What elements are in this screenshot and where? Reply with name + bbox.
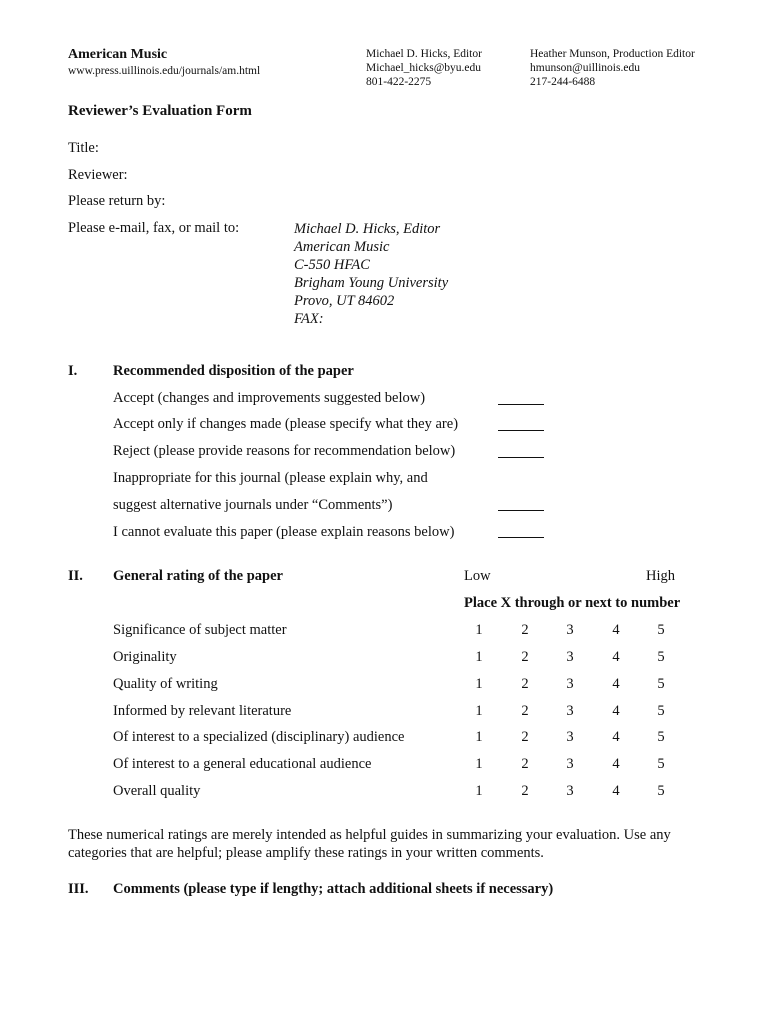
- disposition-option-inappropriate-cont: suggest alternative journals under “Comments”): [113, 497, 393, 513]
- rating-option-2[interactable]: 2: [521, 703, 529, 719]
- editor-name: Michael D. Hicks, Editor: [366, 48, 482, 60]
- rating-option-3[interactable]: 3: [566, 676, 574, 692]
- rating-criterion-label: Overall quality: [113, 783, 201, 799]
- rating-option-2[interactable]: 2: [521, 676, 529, 692]
- section-1-heading: Recommended disposition of the paper: [113, 363, 354, 379]
- return-by-field-label: Please return by:: [68, 193, 166, 209]
- editor-email[interactable]: Michael_hicks@byu.edu: [366, 62, 482, 74]
- rating-row: [113, 703, 673, 721]
- rating-criterion-label: Of interest to a specialized (disciplinary) audience: [113, 729, 405, 745]
- rating-option-2[interactable]: 2: [521, 649, 529, 665]
- address-line: Michael D. Hicks, Editor: [294, 221, 441, 237]
- title-field-label: Title:: [68, 140, 99, 156]
- disposition-option-cannot-evaluate: I cannot evaluate this paper (please explain reasons below): [113, 524, 455, 540]
- rating-option-2[interactable]: 2: [521, 783, 529, 799]
- production-editor-contact: [530, 47, 695, 89]
- rating-instruction: Place X through or next to number: [464, 595, 681, 611]
- rating-option-1[interactable]: 1: [475, 729, 483, 745]
- disposition-blank-reject[interactable]: [498, 457, 544, 458]
- rating-option-5[interactable]: 5: [657, 756, 665, 772]
- rating-option-1[interactable]: 1: [475, 783, 483, 799]
- rating-option-4[interactable]: 4: [612, 676, 620, 692]
- rating-criterion-label: Significance of subject matter: [113, 622, 287, 638]
- rating-row: [113, 756, 673, 774]
- journal-name: American Music: [68, 47, 168, 62]
- rating-criterion-label: Informed by relevant literature: [113, 703, 292, 719]
- production-editor-name: Heather Munson, Production Editor: [530, 48, 695, 60]
- section-1-numeral: I.: [68, 363, 78, 379]
- production-editor-phone: 217-244-6488: [530, 76, 596, 88]
- rating-option-2[interactable]: 2: [521, 622, 529, 638]
- section-2-numeral: II.: [68, 568, 83, 584]
- section-2-heading: General rating of the paper: [113, 568, 283, 584]
- disposition-option-accept: Accept (changes and improvements suggested below): [113, 390, 426, 406]
- scale-low-label: Low: [464, 568, 491, 584]
- rating-option-3[interactable]: 3: [566, 622, 574, 638]
- rating-row: [113, 729, 673, 747]
- rating-option-1[interactable]: 1: [475, 756, 483, 772]
- scale-high-label: High: [646, 568, 675, 584]
- mailing-address: [294, 220, 448, 328]
- disposition-blank-accept[interactable]: [498, 404, 544, 405]
- address-line: C-550 HFAC: [294, 257, 370, 273]
- rating-criterion-label: Originality: [113, 649, 177, 665]
- ratings-note: These numerical ratings are merely intended as helpful guides in summarizing your evaluation. Use any categories that are helpful; please amplify these ratings in your written comments.: [68, 827, 671, 861]
- rating-option-1[interactable]: 1: [475, 622, 483, 638]
- rating-option-5[interactable]: 5: [657, 649, 665, 665]
- rating-option-5[interactable]: 5: [657, 676, 665, 692]
- form-title: Reviewer’s Evaluation Form: [68, 103, 252, 119]
- rating-option-3[interactable]: 3: [566, 729, 574, 745]
- disposition-option-accept-if-changes: Accept only if changes made (please specify what they are): [113, 416, 459, 432]
- rating-criterion-label: Of interest to a general educational audience: [113, 756, 372, 772]
- rating-row: [113, 622, 673, 640]
- rating-option-4[interactable]: 4: [612, 622, 620, 638]
- address-line: American Music: [294, 239, 390, 255]
- rating-criterion-label: Quality of writing: [113, 676, 218, 692]
- section-3-heading: Comments (please type if lengthy; attach additional sheets if necessary): [113, 881, 554, 897]
- rating-option-4[interactable]: 4: [612, 649, 620, 665]
- rating-option-3[interactable]: 3: [566, 703, 574, 719]
- rating-row: [113, 649, 673, 667]
- rating-option-5[interactable]: 5: [657, 783, 665, 799]
- rating-option-4[interactable]: 4: [612, 783, 620, 799]
- reviewer-field-label: Reviewer:: [68, 167, 128, 183]
- rating-option-2[interactable]: 2: [521, 729, 529, 745]
- disposition-blank-cannot-evaluate[interactable]: [498, 537, 544, 538]
- production-editor-email[interactable]: hmunson@uillinois.edu: [530, 62, 640, 74]
- address-line: FAX:: [294, 311, 324, 327]
- rating-option-3[interactable]: 3: [566, 649, 574, 665]
- rating-option-5[interactable]: 5: [657, 703, 665, 719]
- address-line: Brigham Young University: [294, 275, 449, 291]
- address-line: Provo, UT 84602: [294, 293, 395, 309]
- editor-phone: 801-422-2275: [366, 76, 432, 88]
- rating-option-3[interactable]: 3: [566, 783, 574, 799]
- rating-option-4[interactable]: 4: [612, 703, 620, 719]
- rating-option-5[interactable]: 5: [657, 729, 665, 745]
- rating-option-2[interactable]: 2: [521, 756, 529, 772]
- rating-row: [113, 676, 673, 694]
- rating-option-5[interactable]: 5: [657, 622, 665, 638]
- editor-contact: [366, 47, 482, 89]
- disposition-blank-inappropriate[interactable]: [498, 510, 544, 511]
- rating-row: [113, 783, 673, 801]
- journal-url[interactable]: www.press.uillinois.edu/journals/am.html: [68, 65, 261, 77]
- section-3-numeral: III.: [68, 881, 89, 897]
- rating-option-1[interactable]: 1: [475, 676, 483, 692]
- rating-option-4[interactable]: 4: [612, 729, 620, 745]
- rating-option-4[interactable]: 4: [612, 756, 620, 772]
- rating-option-3[interactable]: 3: [566, 756, 574, 772]
- disposition-option-reject: Reject (please provide reasons for recommendation below): [113, 443, 456, 459]
- send-to-label: Please e-mail, fax, or mail to:: [68, 220, 240, 236]
- disposition-blank-accept-if-changes[interactable]: [498, 430, 544, 431]
- disposition-option-inappropriate: Inappropriate for this journal (please explain why, and: [113, 470, 428, 486]
- rating-option-1[interactable]: 1: [475, 649, 483, 665]
- rating-option-1[interactable]: 1: [475, 703, 483, 719]
